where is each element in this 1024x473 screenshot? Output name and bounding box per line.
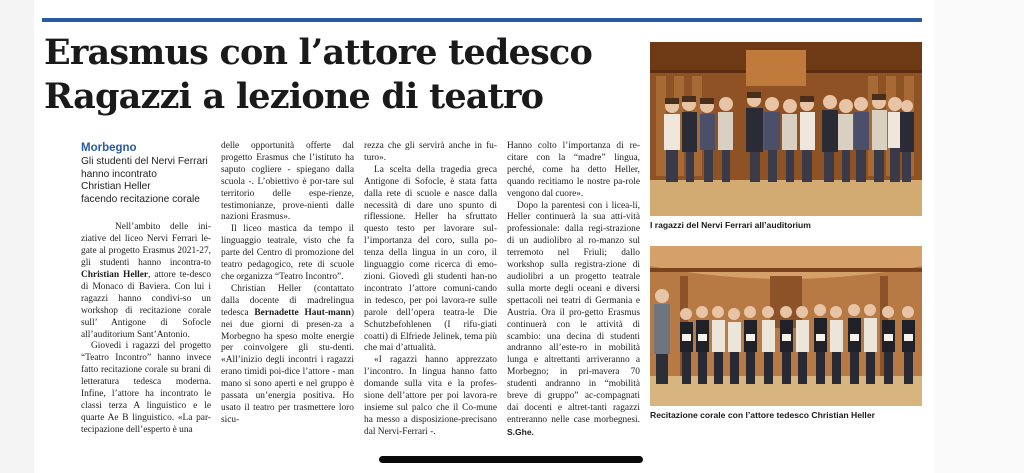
summary <box>81 156 211 206</box>
home-indicator[interactable] <box>379 456 643 463</box>
headline <box>44 31 604 119</box>
photo-group-auditorium <box>650 42 922 216</box>
author-signature: S.Ghe. <box>507 426 534 437</box>
article-column-2 <box>221 141 354 427</box>
photo-illustration <box>650 42 922 216</box>
paragraph: Nell’ambito delle ini-ziative del liceo Nervi Ferrari le-gate al progetto Erasmus 2021-27, gli studenti hanno incontra-to Christian Heller, attore te-desco di Monaco di Baviera. Con lui i ragazzi hanno condivi-so un workshop di recitazione corale sull’ Antigone di Sofocle all’auditorium Sant’Antonio. <box>81 222 212 340</box>
photo-caption: Recitazione corale con l’attore tedesco Christian Heller <box>650 410 875 420</box>
person-name: Bernadette Haut-mann <box>254 307 351 318</box>
photo-caption: I ragazzi del Nervi Ferrari all’auditorium <box>650 220 811 230</box>
right-margin <box>934 0 1024 473</box>
section-rule <box>42 18 922 22</box>
paragraph: Christian Heller (contattato dalla docente di madrelingua tedesca Bernadette Haut-mann) nei due giorni di presen-za a Morbegno ha speso molte energie per coinvolgere gli stu-denti. «All’inizio degli incontri i ragazzi erano timidi poi-dice l’attore - man mano si sono aperti e nel gruppo è passata un’energia positiva. Ho usato il teatro per trasmettere loro sicu- <box>221 283 354 425</box>
paragraph: «I ragazzi hanno apprezzato l’incontro. In lingua hanno fatto domande sulla vita e la profes-sione dell’attore per poi lavora-re insieme sul palco che il Co-mune ha messo a disposizione-precisano dal Nervi-Ferrari -. <box>364 355 497 437</box>
kicker-location: Morbegno <box>81 142 137 154</box>
article-column-4 <box>507 141 640 440</box>
photo-choral-recitation <box>650 246 922 406</box>
summary-line: hanno incontrato <box>81 168 157 180</box>
photo-illustration <box>650 246 922 406</box>
headline-line-1: Erasmus con l’attore tedesco <box>44 32 593 73</box>
summary-line: Christian Heller <box>81 181 151 193</box>
article-column-3 <box>364 141 497 439</box>
headline-line-2: Ragazzi a lezione di teatro <box>44 76 544 117</box>
paragraph: Il liceo mastica da tempo il linguaggio teatrale, visto che fa parte del Centro di promozione del teatro pedagogico, rete di scuole che organizza “Teatro Incontro”. <box>221 224 354 282</box>
person-name: Christian Heller <box>81 270 149 280</box>
paragraph: Hanno colto l’importanza di re-citare con la “madre” lingua, perché, come ha detto Heller, quando recitiamo le nostre pa-role vengono dal cuore». <box>507 141 640 199</box>
summary-line: facendo recitazione corale <box>81 193 200 205</box>
paragraph: rezza che gli servirà anche in fu-turo». <box>364 141 497 163</box>
paragraph: Dopo la parentesi con i licea-li, Heller continuerà la sua atti-vità professionale: dalla regi-strazione di un audiolibro al ro-manzo sul terremoto nel Friuli; dallo workshop sulla registra-zione di audiolibri a un progetto teatrale sulla morte degli oceani e diversi spettacoli nei teatri di Germania e Austria. Ora il pro-getto Erasmus continuerà con le attività di scambio: una decina di studenti andranno all’este-ro in mobilità lunga e altrettanti arriveranno a Morbegno; in pri-mavera 70 studenti andranno in “mobilità breve di gruppo” ac-compagnati dai docenti e altret-tanti ragazzi entreranno nelle case morbegnesi. S.Ghe. <box>507 200 640 437</box>
left-margin <box>0 0 34 473</box>
article-column-1 <box>81 141 211 437</box>
paragraph: La scelta della tragedia greca Antigone di Sofocle, è stata fatta dalla rete di scuole e nasce dalla necessità di dare uno spunto di riflessione. Heller ha sfruttato questo testo per lavorare sul-l’importanza del coro, sulla po-tenza della lingua in un coro, il linguaggio come ricerca di emo-zioni. Giovedì gli studenti han-no incontrato l’attore comuni-cando in tedesco, per poi lavora-re sulle parole dell’opera teatra-le Die Schutzbefohlenen (I rifu-giati coatti) di Elfriede Jelinek, tema più che mai d’attualità. <box>364 164 497 354</box>
paragraph: delle opportunità offerte dal progetto Erasmus che l’istituto ha saputo cogliere - spiegano dalla scuola -. L’obiettivo è por-tare sul territorio delle espe-rienze, testimonianze, prove-nienti dalle nazioni Erasmus». <box>221 141 354 223</box>
summary-line: Gli studenti del Nervi Ferrari <box>81 156 208 167</box>
paragraph: Giovedì i ragazzi del progetto “Teatro Incontro” hanno invece fatto recitazione corale su brani di letteratura tedesca moderna. Infine, l’attore ha incontrato le classi terza A linguistico e le quarte Ae B linguistico. «La par-tecipazione dell’esperto è una <box>81 341 211 435</box>
